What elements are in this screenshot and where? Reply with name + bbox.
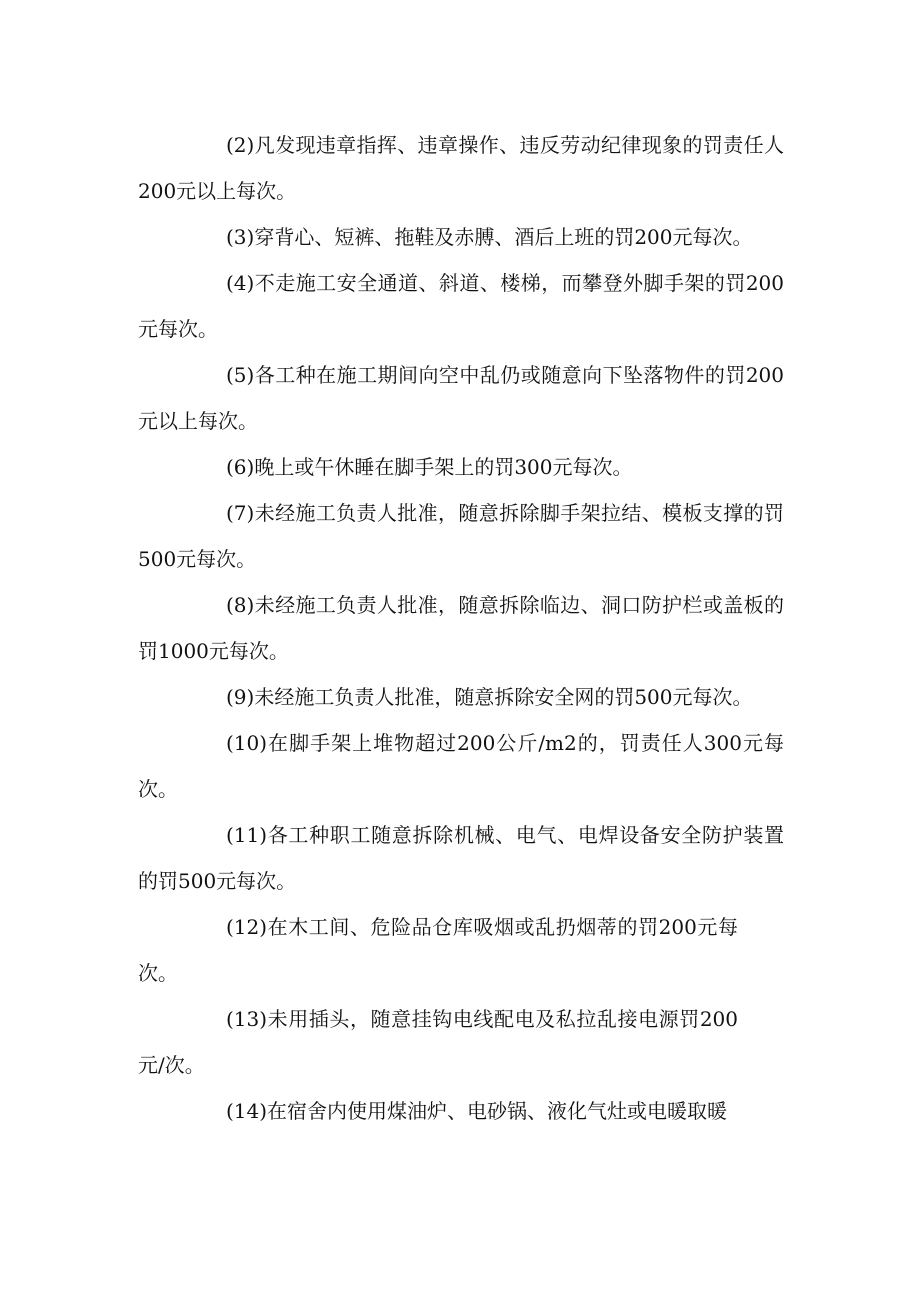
document-body — [138, 122, 784, 1134]
paragraph-item-5: (5)各工种在施工期间向空中乱仍或随意向下坠落物件的罚200元以上每次。 — [138, 363, 784, 433]
paragraph-item-7: (7)未经施工负责人批准，随意拆除脚手架拉结、模板支撑的罚500元每次。 — [138, 501, 784, 571]
paragraph-item-14: (14)在宿舍内使用煤油炉、电砂锅、液化气灶或电暖取暖 — [226, 1099, 728, 1123]
paragraph-item-6: (6)晚上或午休睡在脚手架上的罚300元每次。 — [226, 455, 633, 479]
paragraph-item-10: (10)在脚手架上堆物超过200公斤/m2的，罚责任人300元每次。 — [138, 731, 784, 801]
paragraph-item-8: (8)未经施工负责人批准，随意拆除临边、洞口防护栏或盖板的罚1000元每次。 — [138, 593, 784, 663]
paragraph-item-3: (3)穿背心、短裤、拖鞋及赤膊、酒后上班的罚200元每次。 — [226, 225, 753, 249]
paragraph-item-11: (11)各工种职工随意拆除机械、电气、电焊设备安全防护装置的罚500元每次。 — [138, 823, 784, 893]
paragraph-item-2: (2)凡发现违章指挥、违章操作、违反劳动纪律现象的罚责任人200元以上每次。 — [138, 133, 784, 203]
paragraph-item-9: (9)未经施工负责人批准，随意拆除安全网的罚500元每次。 — [226, 685, 753, 709]
paragraph-item-4: (4)不走施工安全通道、斜道、楼梯，而攀登外脚手架的罚200元每次。 — [138, 271, 784, 341]
paragraph-item-13: (13)未用插头，随意挂钩电线配电及私拉乱接电源罚200元/次。 — [138, 1007, 738, 1077]
paragraph-item-12: (12)在木工间、危险品仓库吸烟或乱扔烟蒂的罚200元每次。 — [138, 915, 738, 985]
